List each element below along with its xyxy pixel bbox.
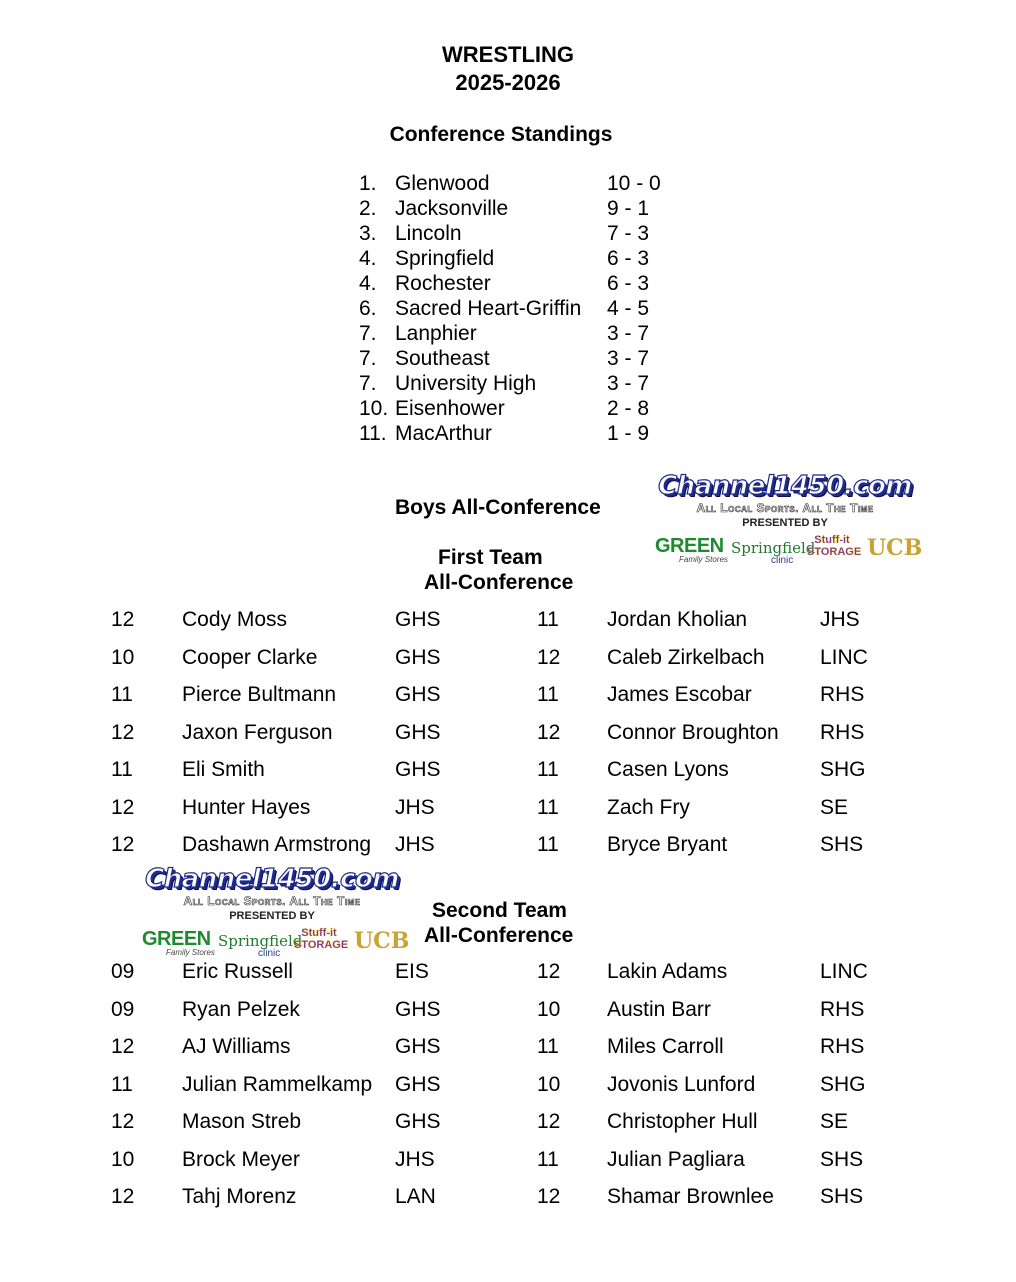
player-school: RHS bbox=[820, 721, 865, 744]
player-school: GHS bbox=[395, 608, 441, 631]
player-grade: 12 bbox=[111, 833, 135, 856]
player-school: GHS bbox=[395, 721, 441, 744]
player-grade: 09 bbox=[111, 998, 135, 1021]
stuff-it-storage-logo: Stuff-it STORAGE bbox=[807, 534, 862, 558]
player-school: JHS bbox=[395, 833, 435, 856]
standings-team: Eisenhower bbox=[395, 397, 505, 420]
standings-rank: 10. bbox=[359, 397, 389, 420]
sponsor-logos bbox=[122, 926, 422, 958]
player-name: Cody Moss bbox=[182, 608, 288, 631]
player-name: Connor Broughton bbox=[607, 721, 779, 744]
player-school: SHS bbox=[820, 833, 864, 856]
springfield-clinic-sub: clinic bbox=[258, 948, 281, 959]
green-stores-sub: Family Stores bbox=[679, 555, 728, 564]
player-name: Casen Lyons bbox=[607, 758, 729, 781]
standings-record: 3 - 7 bbox=[607, 347, 650, 370]
player-grade: 11 bbox=[537, 608, 559, 631]
standings-rank: 7. bbox=[359, 347, 377, 370]
player-name: Dashawn Armstrong bbox=[182, 833, 372, 856]
standings-team: MacArthur bbox=[395, 422, 492, 445]
player-school: RHS bbox=[820, 998, 865, 1021]
channel1450-brand: Channel1450.com bbox=[658, 471, 912, 501]
ucb-logo: UCB bbox=[867, 535, 923, 561]
player-grade: 11 bbox=[537, 1148, 559, 1171]
standings-team: Lanphier bbox=[395, 322, 477, 345]
green-stores-logo: GREEN bbox=[655, 535, 724, 557]
season-label: 2025-2026 bbox=[455, 70, 561, 95]
player-school: RHS bbox=[820, 1035, 865, 1058]
player-name: Hunter Hayes bbox=[182, 796, 311, 819]
player-name: Ryan Pelzek bbox=[182, 998, 300, 1021]
channel1450-brand: Channel1450.com bbox=[145, 864, 399, 894]
player-school: SHG bbox=[820, 758, 866, 781]
green-stores-logo: GREEN bbox=[142, 928, 211, 950]
player-grade: 11 bbox=[537, 758, 559, 781]
player-grade: 09 bbox=[111, 960, 135, 983]
standings-rank: 4. bbox=[359, 247, 377, 270]
first-team-heading: First Team bbox=[438, 546, 543, 569]
player-school: SHS bbox=[820, 1148, 864, 1171]
sponsor-logos bbox=[635, 533, 935, 565]
player-school: EIS bbox=[395, 960, 429, 983]
player-name: Brock Meyer bbox=[182, 1148, 300, 1171]
player-grade: 10 bbox=[111, 646, 135, 669]
standings-team: Jacksonville bbox=[395, 197, 509, 220]
player-grade: 12 bbox=[111, 796, 135, 819]
standings-record: 6 - 3 bbox=[607, 272, 650, 295]
standings-rank: 6. bbox=[359, 297, 377, 320]
standings-heading: Conference Standings bbox=[389, 123, 613, 146]
standings-team: Sacred Heart-Griffin bbox=[395, 297, 582, 320]
channel1450-logo-2 bbox=[122, 864, 422, 964]
player-grade: 12 bbox=[111, 1185, 135, 1208]
player-grade: 11 bbox=[537, 683, 559, 706]
player-name: Christopher Hull bbox=[607, 1110, 758, 1133]
player-school: SE bbox=[820, 796, 849, 819]
player-school: GHS bbox=[395, 758, 441, 781]
player-school: GHS bbox=[395, 646, 441, 669]
player-name: James Escobar bbox=[607, 683, 752, 706]
player-grade: 11 bbox=[537, 796, 559, 819]
player-school: RHS bbox=[820, 683, 865, 706]
stuff-it-storage-logo: Stuff-it STORAGE bbox=[294, 927, 349, 951]
springfield-clinic-sub: clinic bbox=[771, 555, 794, 566]
page-title: WRESTLING bbox=[442, 42, 574, 67]
player-name: Julian Pagliara bbox=[607, 1148, 745, 1171]
player-grade: 12 bbox=[537, 1185, 561, 1208]
standings-rank: 4. bbox=[359, 272, 377, 295]
standings-record: 9 - 1 bbox=[607, 197, 650, 220]
standings-rank: 7. bbox=[359, 322, 377, 345]
second-team-subheading: All-Conference bbox=[424, 924, 574, 947]
player-name: Pierce Bultmann bbox=[182, 683, 337, 706]
logo-tagline: All Local Sports. All The Time bbox=[183, 894, 361, 908]
player-school: JHS bbox=[395, 1148, 435, 1171]
channel1450-logo bbox=[635, 471, 935, 571]
player-name: Eric Russell bbox=[182, 960, 293, 983]
standings-record: 6 - 3 bbox=[607, 247, 650, 270]
standings-team: University High bbox=[395, 372, 537, 395]
player-school: GHS bbox=[395, 1110, 441, 1133]
ucb-logo: UCB bbox=[354, 928, 410, 954]
standings-rank: 2. bbox=[359, 197, 377, 220]
player-school: LAN bbox=[395, 1185, 436, 1208]
player-grade: 11 bbox=[537, 833, 559, 856]
player-name: Eli Smith bbox=[182, 758, 265, 781]
standings-team: Southeast bbox=[395, 347, 490, 370]
standings-rank: 11. bbox=[359, 422, 387, 445]
player-name: Julian Rammelkamp bbox=[182, 1073, 373, 1096]
player-grade: 11 bbox=[537, 1035, 559, 1058]
player-grade: 12 bbox=[537, 960, 561, 983]
standings-record: 2 - 8 bbox=[607, 397, 650, 420]
player-name: Shamar Brownlee bbox=[607, 1185, 774, 1208]
green-stores-sub: Family Stores bbox=[166, 948, 215, 957]
player-grade: 11 bbox=[111, 1073, 133, 1096]
player-school: SHG bbox=[820, 1073, 866, 1096]
player-name: Lakin Adams bbox=[607, 960, 728, 983]
presented-by-label: PRESENTED BY bbox=[229, 910, 315, 922]
player-name: Miles Carroll bbox=[607, 1035, 724, 1058]
player-grade: 12 bbox=[537, 646, 561, 669]
player-school: SHS bbox=[820, 1185, 864, 1208]
player-school: LINC bbox=[820, 960, 868, 983]
player-school: JHS bbox=[395, 796, 435, 819]
player-grade: 11 bbox=[111, 758, 133, 781]
player-name: Jovonis Lunford bbox=[607, 1073, 756, 1096]
standings-rank: 1. bbox=[359, 172, 377, 195]
player-grade: 12 bbox=[111, 1110, 135, 1133]
player-name: Zach Fry bbox=[607, 796, 690, 819]
player-school: SE bbox=[820, 1110, 849, 1133]
player-name: Austin Barr bbox=[607, 998, 711, 1021]
standings-team: Glenwood bbox=[395, 172, 490, 195]
standings-rank: 7. bbox=[359, 372, 377, 395]
springfield-clinic-logo: Springfield bbox=[218, 932, 303, 950]
first-team-subheading: All-Conference bbox=[424, 571, 574, 594]
player-name: Caleb Zirkelbach bbox=[607, 646, 765, 669]
player-grade: 12 bbox=[111, 721, 135, 744]
player-name: Mason Streb bbox=[182, 1110, 302, 1133]
player-grade: 10 bbox=[537, 1073, 561, 1096]
player-name: Bryce Bryant bbox=[607, 833, 728, 856]
player-name: Cooper Clarke bbox=[182, 646, 318, 669]
springfield-clinic-logo: Springfield bbox=[731, 539, 816, 557]
standings-record: 3 - 7 bbox=[607, 372, 650, 395]
player-name: AJ Williams bbox=[182, 1035, 291, 1058]
standings-team: Rochester bbox=[395, 272, 491, 295]
player-name: Jordan Kholian bbox=[607, 608, 748, 631]
player-name: Tahj Morenz bbox=[182, 1185, 297, 1208]
standings-record: 1 - 9 bbox=[607, 422, 650, 445]
player-grade: 10 bbox=[537, 998, 561, 1021]
standings-record: 7 - 3 bbox=[607, 222, 650, 245]
player-school: GHS bbox=[395, 998, 441, 1021]
player-name: Jaxon Ferguson bbox=[182, 721, 333, 744]
standings-record: 10 - 0 bbox=[607, 172, 661, 195]
standings-record: 3 - 7 bbox=[607, 322, 650, 345]
standings-rank: 3. bbox=[359, 222, 377, 245]
standings-team: Lincoln bbox=[395, 222, 462, 245]
logo-tagline: All Local Sports. All The Time bbox=[696, 501, 874, 515]
presented-by-label: PRESENTED BY bbox=[742, 517, 828, 529]
player-school: LINC bbox=[820, 646, 868, 669]
boys-all-conference-heading: Boys All-Conference bbox=[395, 496, 601, 519]
player-school: GHS bbox=[395, 683, 441, 706]
second-team-heading: Second Team bbox=[432, 899, 567, 922]
standings-record: 4 - 5 bbox=[607, 297, 650, 320]
player-school: GHS bbox=[395, 1073, 441, 1096]
player-grade: 12 bbox=[537, 1110, 561, 1133]
player-grade: 11 bbox=[111, 683, 133, 706]
player-grade: 12 bbox=[111, 1035, 135, 1058]
player-grade: 10 bbox=[111, 1148, 135, 1171]
player-school: GHS bbox=[395, 1035, 441, 1058]
player-grade: 12 bbox=[111, 608, 135, 631]
player-school: JHS bbox=[820, 608, 860, 631]
player-grade: 12 bbox=[537, 721, 561, 744]
standings-team: Springfield bbox=[395, 247, 495, 270]
